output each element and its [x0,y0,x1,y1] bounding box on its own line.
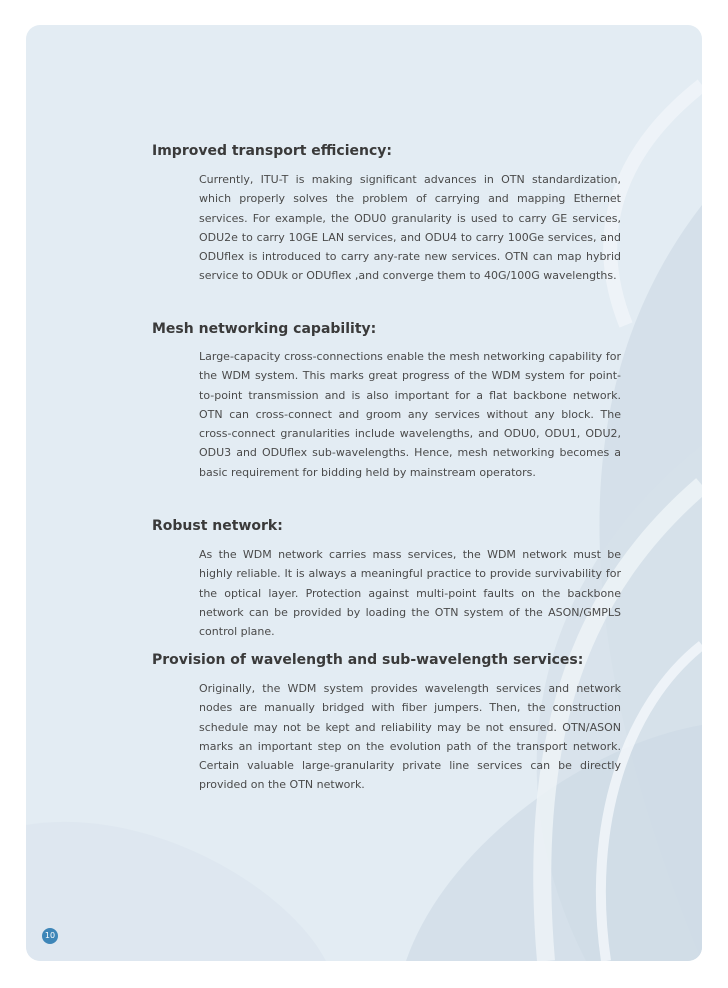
section-body-mesh-networking: Large-capacity cross-connections enable the mesh networking capability for the WDM system. This marks great progress of the WDM system for point-to-point transmission and is also important for a flat backbone network. OTN can cross-connect and groom any services without any block. The cross-connect granularities include wavelengths, and ODU0, ODU1, ODU2, ODU3 and ODUflex sub-wavelengths. Hence, mesh networking becomes a basic requirement for bidding held by mainstream operators. [199,350,621,479]
section-title-wavelength-services: Provision of wavelength and sub-wavelength services: [152,652,584,668]
section-body-wavelength-services: Originally, the WDM system provides wavelength services and network nodes are manually bridged with fiber jumpers. Then, the construction schedule may not be kept and reliability may be not ensured. OTN/ASON marks an important step on the evolution path of the transport network. Certain valuable large-granularity private line services can be directly provided on the OTN network. [199,682,621,792]
section-title-robust-network: Robust network: [152,518,283,534]
section-title-transport-efficiency: Improved transport efficiency: [152,143,393,159]
section-body-transport-efficiency: Currently, ITU-T is making significant advances in OTN standardization, which properly solves the problem of carrying and mapping Ethernet services. For example, the ODU0 granularity is used to carry GE services, ODU2e to carry 10GE LAN services, and ODU4 to carry 100Ge services, and ODUflex is introduced to carry any-rate new services. OTN can map hybrid service to ODUk or ODUflex ,and converge them to 40G/100G wavelengths. [199,173,621,283]
page-number-badge: 10 [42,928,58,944]
section-title-mesh-networking: Mesh networking capability: [152,321,377,337]
section-body-robust-network: As the WDM network carries mass services, the WDM network must be highly reliable. It is always a meaningful practice to provide survivability for the optical layer. Protection against multi-point faults on the backbone network can be provided by loading the OTN system of the ASON/GMPLS control plane. [199,548,621,639]
